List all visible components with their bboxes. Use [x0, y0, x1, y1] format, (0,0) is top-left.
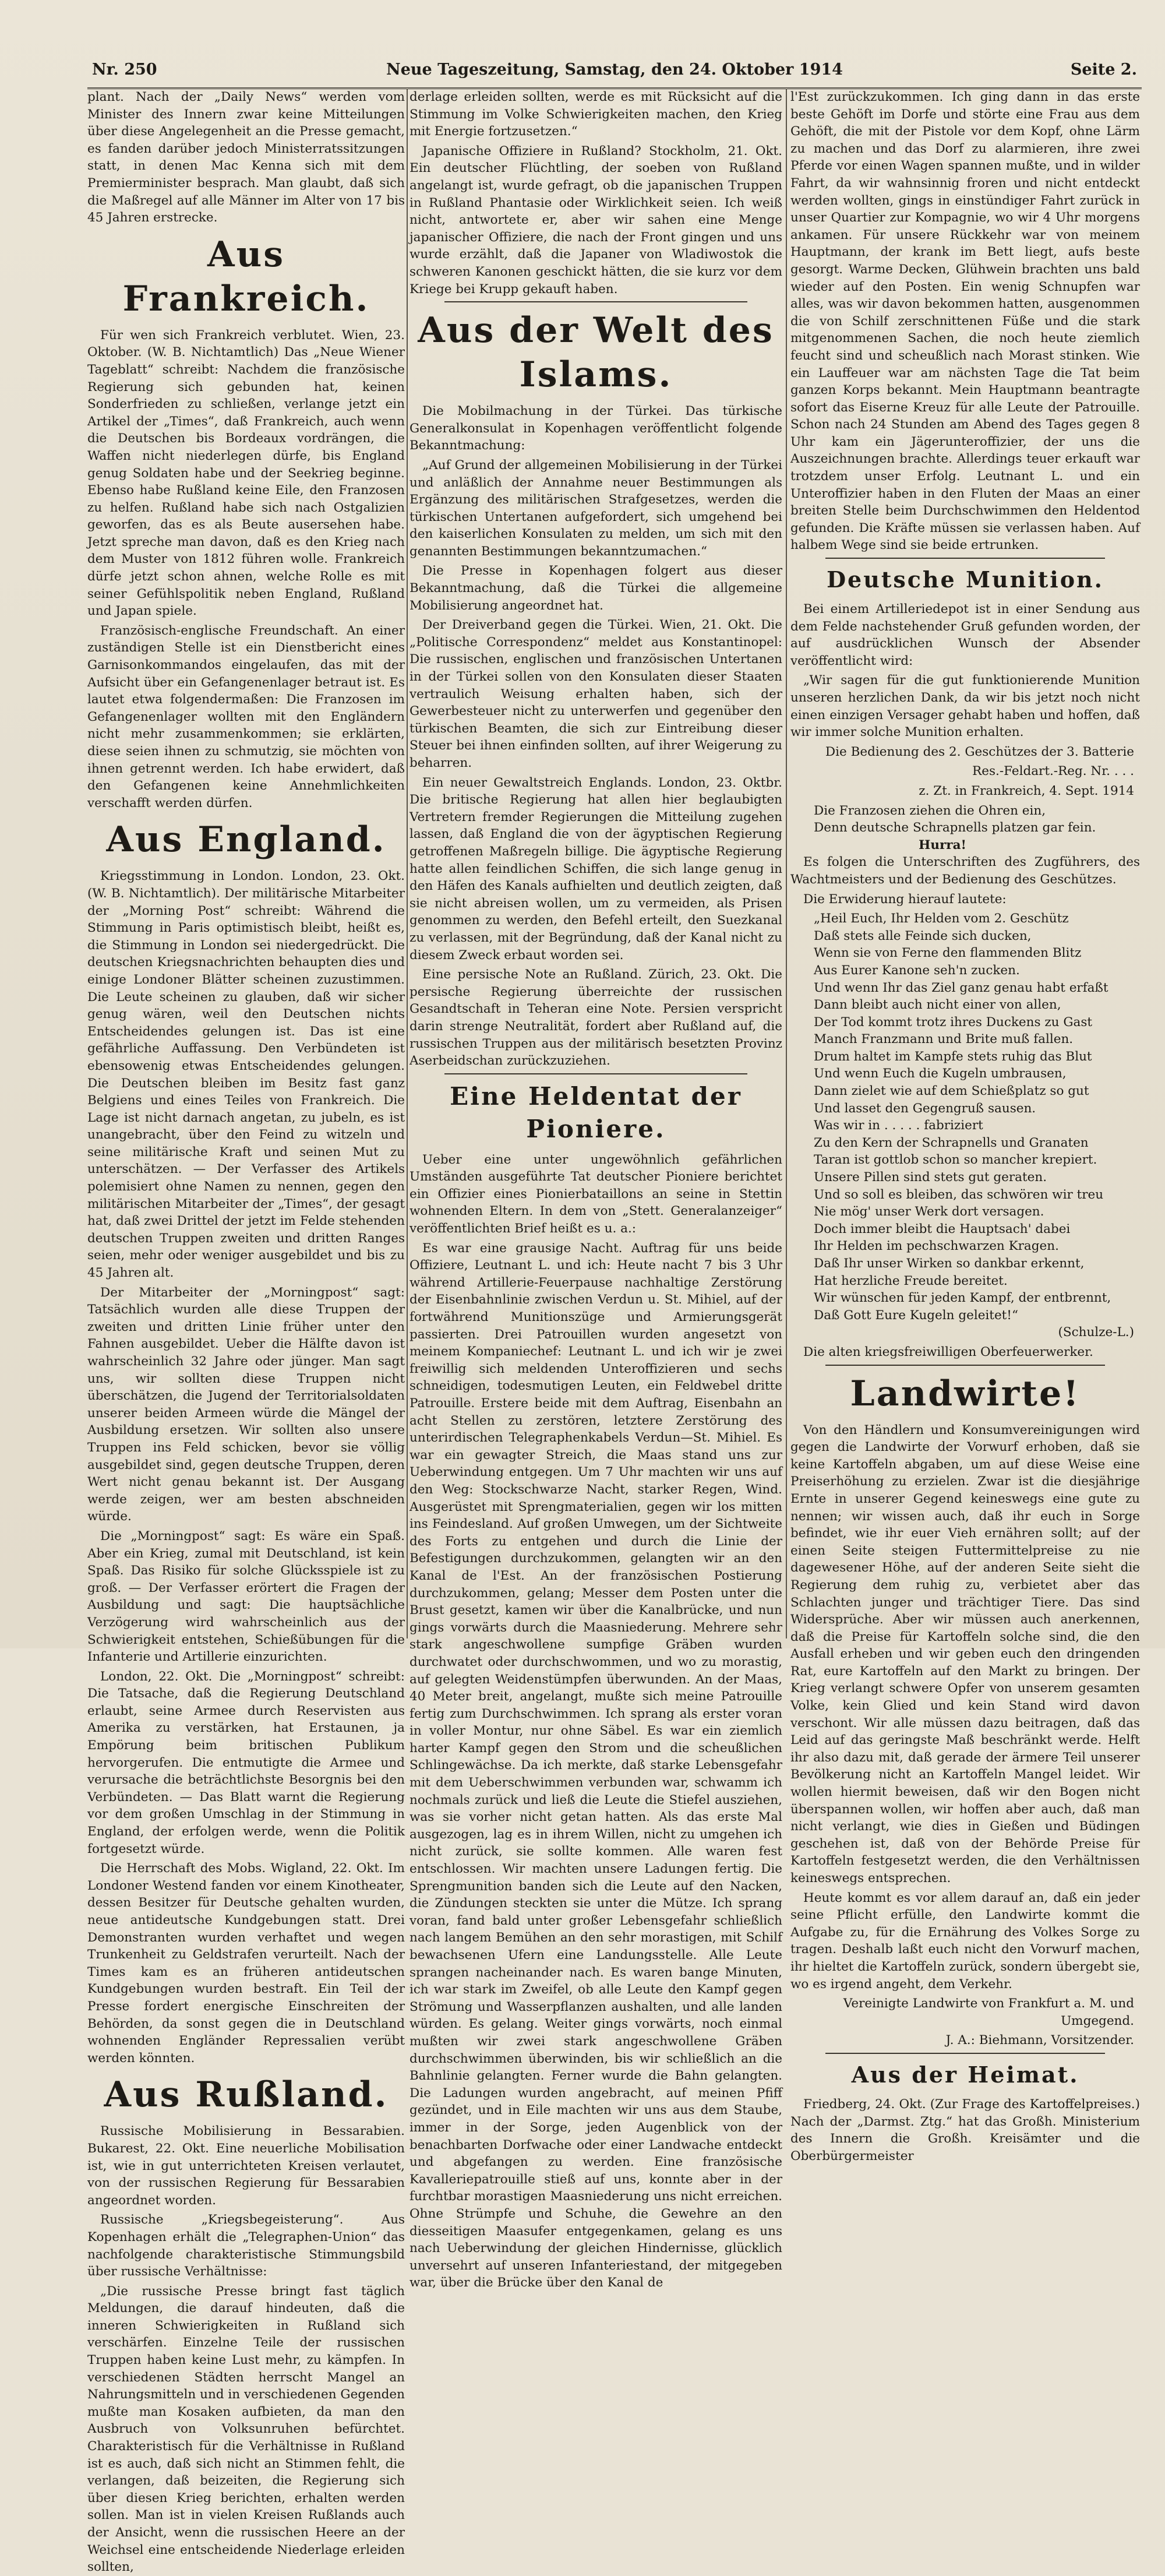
article-text: Russische „Kriegsbegeisterung“. Aus Kopenhagen erhält die „Telegraphen-Union“ das nachfolgende charakteristische Stimmungsbild über russische Verhältnisse:: [87, 2212, 405, 2279]
article-text: Die Erwiderung hierauf lautete:: [803, 891, 1007, 907]
column-2: [409, 89, 782, 2290]
issue-number: Nr. 250: [92, 61, 157, 79]
poem-line: Aus Eurer Kanone seh'n zucken.: [814, 963, 1020, 978]
section-heading-landwirte: Landwirte!: [850, 1373, 1081, 1414]
page-number: Seite 2.: [1070, 61, 1137, 79]
article-text: Die „Morningpost“ sagt: Es wäre ein Spaß. Aber ein Krieg, zumal mit Deutschland, ist kein Spaß. Das Risiko für solche Glücksspiele ist zu groß. — Der Verfasser erörtert die Fragen der Ausbildung und sagt: Die hauptsächliche Verzögerung wird wahrscheinlich aus der Schwierigkeit entstehen, Schießübungen für die Infanterie und Artillerie einzurichten.: [87, 1528, 405, 1665]
article-text: Kriegsstimmung in London. London, 23. Okt. (W. B. Nichtamtlich). Der militärische Mitarbeiter der „Morning Post“ schreibt: Während die Stimmung in Paris optimistisch bleibt, heißt es, die Stimmung in London sei niedergedrückt. Die deutschen Kriegsnachrichten behaupten dies und einige Londoner Blätter scheinen zuzustimmen. Die Leute scheinen zu glauben, daß wir sicher genug wären, weil den Deutschen nichts Entscheidendes gelungen ist. Das ist eine gefährliche Auffassung. Den Verbündeten ist ebensowenig etwas Entscheidendes gelungen. Die Deutschen bleiben im Besitz fast ganz Belgiens und eines Teiles von Frankreich. Die Lage ist nicht darnach angetan, zu jubeln, es ist unangebracht, über den Feind zu witzeln und seine militärische Kraft und seinen Mut zu unterschätzen. — Der Verfasser des Artikels polemisiert ohne Namen zu nennen, gegen den militärischen Mitarbeiter der „Times“, der gesagt hat, daß zwei Drittel der jetzt im Felde stehenden deutschen Truppen zweiten und dritten Ranges seien, mehr oder weniger ausgebildet und bis zu 45 Jahren alt.: [87, 869, 405, 1281]
article-text: „Wir sagen für die gut funktionierende Munition unseren herzlichen Dank, da wir bis jetzt noch nicht einen einzigen Versager gehabt haben und hoffen, daß wir immer solche Munition erhalten.: [790, 673, 1140, 740]
section-heading-heimat: Aus der Heimat.: [851, 2061, 1079, 2088]
poem-line: Der Tod kommt trotz ihres Duckens zu Gast: [814, 1014, 1093, 1030]
section-heading-england: Aus England.: [106, 819, 386, 861]
poem-line: Doch immer bleibt die Hauptsach' dabei: [814, 1221, 1071, 1236]
verse-line: Denn deutsche Schrapnells platzen gar fein.: [814, 820, 1096, 836]
article-text: Friedberg, 24. Okt. (Zur Frage des Kartoffelpreises.) Nach der „Darmst. Ztg.“ hat das Großh. Ministerium des Innern die Großh. Kreisämter und die Oberbürgermeister: [790, 2096, 1140, 2163]
signature-line: J. A.: Biehmann, Vorsitzender.: [945, 2033, 1134, 2048]
divider: [825, 2053, 1105, 2054]
article-text: l'Est zurückzukommen. Ich ging dann in das erste beste Gehöft im Dorfe und störte eine Frau aus dem Gehöft, die mit der Pistole vor dem Kopf, ohne Lärm zu machen und das Dorf zu alarmieren, ihre zwei Pferde vor einen Wagen spannen mußte, und in wilder Fahrt, da wir wahnsinnig froren und nicht entdeckt werden wollten, gings in einstündiger Fahrt zurück in unser Quartier zur Kompagnie, wo wir 4 Uhr morgens ankamen. Für unsere Rückkehr war von meinem Hauptmann, der krank im Bett liegt, aufs beste gesorgt. Warme Decken, Glühwein brachten uns bald wieder auf den Posten. Ein wenig Schnupfen war alles, was wir davon bekommen hatten, ausgenommen die von Schilf zerschnittenen Füße und die stark mitgenommenen Sachen, die noch heute ziemlich feucht sind und scheußlich nach Morast stinken. Wie ein Lauffeuer war am nächsten Tage die Tat beim ganzen Korps bekannt. Mein Hauptmann beantragte sofort das Eiserne Kreuz für alle Leute der Patrouille. Schon nach 24 Stunden am Abend des Tages gegen 8 Uhr kam ein Jägerunteroffizier, der uns die Auszeichnungen brachte. Allerdings teuer erkauft war trotzdem unser Erfolg. Leutnant L. und ein Unteroffizier haben in den Fluten der Maas an einer breiten Stelle beim Durchschwimmen den Heldentod gefunden. Die Kräfte müssen sie verlassen haben. Auf halbem Wege sind sie beide ertrunken.: [790, 90, 1140, 553]
poem-line: Hat herzliche Freude bereitet.: [814, 1273, 1008, 1288]
article-text: Eine persische Note an Rußland. Zürich, 23. Okt. Die persische Regierung überreichte der russischen Gesandtschaft in Teheran eine Note. Persien verspricht darin strenge Neutralität, fordert aber Rußland auf, die russischen Truppen aus der militärisch besetzten Provinz Aserbeidschan zurückzuziehen.: [409, 967, 782, 1069]
article-text: Die Herrschaft des Mobs. Wigland, 22. Okt. Im Londoner Westend fanden vor einem Kinotheater, dessen Besitzer für Deutsche gehalten wurden, neue antideutsche Kundgebungen statt. Drei Demonstranten wurden verhaftet und wegen Trunkenheit zu Geldstrafen verurteilt. Nach der Times kam es an früheren antideutschen Kundgebungen wurden bestraft. Ein Teil der Presse fordert energische Einschreiten der Behörden, da sonst gegen die in Deutschland wohnenden Engländer Repressalien verübt werden könnten.: [87, 1861, 405, 2066]
section-heading-frankreich: Aus Frankreich.: [122, 234, 370, 319]
section-heading-munition: Deutsche Munition.: [827, 566, 1104, 593]
poem-line: Wenn sie von Ferne den flammenden Blitz: [814, 946, 1082, 961]
verse-block: [790, 802, 1140, 854]
column-rule-1: [407, 89, 408, 1638]
section-heading-pioniere: Eine Heldentat der Pioniere.: [450, 1081, 742, 1143]
signature-line: z. Zt. in Frankreich, 4. Sept. 1914: [919, 783, 1134, 798]
article-text: London, 22. Okt. Die „Morningpost“ schreibt: Die Tatsache, daß die Regierung Deutschland erlaubt, seine Armee durch Reservisten aus Amerika zu verstärken, hat Erstaunen, ja Empörung beim britischen Publikum hervorgerufen. Die entmutigte die Armee und verursache die beträchtlichste Besorgnis bei den Verbündeten. — Das Blatt warnt die Regierung vor dem großen Umschlag in der Stimmung in England, der erfolgen werde, wenn die Politik fortgesetzt würde.: [87, 1669, 405, 1856]
article-text: Russische Mobilisierung in Bessarabien. Bukarest, 22. Okt. Eine neuerliche Mobilisation ist, wie in gut unterrichteten Kreisen verlautet, von der russischen Regierung für Bessarabien angeordnet worden.: [87, 2124, 405, 2208]
signature-line: Die Bedienung des 2. Geschützes der 3. Batterie: [825, 744, 1134, 759]
poem-line: „Heil Euch, Ihr Helden vom 2. Geschütz: [814, 911, 1069, 926]
verse-line: Die Franzosen ziehen die Ohren ein,: [814, 803, 1046, 818]
column-rule-2: [786, 89, 787, 1638]
article-text: Bei einem Artilleriedepot ist in einer Sendung aus dem Felde nachstehender Gruß gefunden worden, der auf ausdrücklichen Wunsch der Absender veröffentlicht wird:: [790, 602, 1140, 668]
poem-line: Und wenn Euch die Kugeln umbrausen,: [814, 1066, 1067, 1081]
article-text: Der Mitarbeiter der „Morningpost“ sagt: Tatsächlich wurden alle diese Truppen der zweiten und dritten Linie früher unter den Fahnen ausgebildet. Ueber die Hälfte davon ist wahrscheinlich 32 Jahre oder jünger. Man sagt uns, wir sollten diese Truppen nicht überschätzen, die Jugend der Territorialsoldaten unserer beiden Armeen würde die Mängel der Ausbildung ersetzen. Wir sollten also unsere Truppen ins Feld schicken, bevor sie völlig ausgebildet sind, gegen deutsche Truppen, deren Wert nicht genau bekannt ist. Der Ausgang werde zeigen, wer am besten abschneiden würde.: [87, 1285, 405, 1524]
article-text: Es war eine grausige Nacht. Auftrag für uns beide Offiziere, Leutnant L. und ich: Heute nacht 7 bis 3 Uhr während Artillerie-Feuerpause nachhaltige Zerstörung der Eisenbahnlinie zwischen Verdun u. St. Mihiel, auf der fortwährend Munitionszüge und Armierungsgerät passierten. Drei Patrouillen wurden angesetzt von meinem Kompaniechef: Leutnant L. und ich wir je zwei freiwillig sich meldenden Unteroffizieren und sechs schneidigen, todesmutigen Leuten, ein Feldwebel dritte Patrouille. Erstere beide mit dem Auftrag, Eisenbahn an acht Stellen zu zerstören, letztere Zerstörung des unterirdischen Telegraphenkabels Verdun—St. Mihiel. Es war ein gewagter Streich, die Maas stand uns zur Ueberwindung entgegen. Um 7 Uhr machten wir uns auf den Weg: Stockschwarze Nacht, starker Regen, Wind. Ausgerüstet mit Sprengmaterialien, gegen wir los mitten ins Feindesland. Auf großen Umwegen, um der Sichtweite des Forts zu entgehen und durch die Linie der Befestigungen durchzukommen, gelangten wir an den Kanal de l'Est. An der französischen Postierung durchzukommen, gelang; Messer dem Posten unter die Brust gesetzt, kamen wir über die Kanalbrücke, und nun gings vorwärts durch die Maasniederung. Mehrere sehr stark angeschwollene sumpfige Gräben wurden durchwatet oder durchschwommen, und wo zu morastig, auf gelegten Weidenstümpfen überwunden. An der Maas, 40 Meter breit, angelangt, mußte sich meine Patrouille fertig zum Durchschwimmen. Ich sprang als erster voran in voller Montur, nur ohne Säbel. Es war ein ziemlich harter Kampf gegen den Strom und die scheußlichen Schlingewächse. Da ich merkte, daß starke Lebensgefahr mit dem Ueberschwimmen verbunden war, schwamm ich nochmals zurück und ließ die Leute die Stiefel ausziehen, was sie vorher nicht getan hatten. Als das erste Mal ausgezogen, lag es in ihrem Willen, nicht zu umgehen ich nicht zurück, sie sollte kommen. Alle waren fest entschlossen. Wir machten unsere Ladungen fertig. Die Sprengmunition banden sich die Leute auf den Nacken, die Zündungen steckten sie unter die Mütze. Ich sprang voran, fand bald unter großer Lebensgefahr schließlich nach langem Bemühen an den sehr morastigen, mit Schilf bewachsenen Ufern eine Landungsstelle. Alle Leute sprangen nacheinander nach. Es waren bange Minuten, ich war stark im Zweifel, ob alle Leute den Kampf gegen Strömung und Wasserpflanzen aushalten, und alle landen würden. Es gelang. Weiter gings vorwärts, noch einmal mußten wir zwei stark angeschwollene Gräben durchschwimmen überwinden, bis wir schließlich an die Bahnlinie gelangten. Ferner wurde die Bahn gelangten. Die Ladungen wurden angebracht, auf meinen Pfiff gezündet, und in Eile machten wir uns aus dem Staube, immer in der Sorge, jeden Augenblick von der benachbarten Dorfwache oder einer Landwache entdeckt und abgefangen zu werden. Eine französische Kavalleriepatrouille stieß auf uns, konnte aber in der furchtbar morastigen Maasniederung uns nicht erreichen. Ohne Strümpfe und Schuhe, die Gewehre an den diesseitigen Maasufer entgegenkamen, gelang es uns nach Ueberwindung der gleichen Hindernisse, glücklich unversehrt auf unseren Infanteriestand, der mitgegeben war, über die Brücke über den Kanal de: [409, 1241, 782, 2290]
article-text: Ein neuer Gewaltstreich Englands. London, 23. Oktbr. Die britische Regierung hat allen hier beglaubigten Vertretern fremder Regierungen die Mitteilung zugehen lassen, daß England die von der ägyptischen Regierung getroffenen Maßregeln billige. Die ägyptische Regierung hatte allen feindlichen Schiffen, die sich lange genug in den Häfen des Kanals aufhielten und deutlich zeigten, daß sie nicht abreisen wollen, um zu vermeiden, als Prisen genommen zu werden, den Befehl erteilt, den Suezkanal zu verlassen, mit der Begründung, daß der Kanal nicht zu diesem Zweck erbaut worden sei.: [409, 775, 782, 963]
article-text: Die Presse in Kopenhagen folgert aus dieser Bekanntmachung, daß die Türkei die allgemeine Mobilisierung angeordnet hat.: [409, 563, 782, 613]
article-text: Die Mobilmachung in der Türkei. Das türkische Generalkonsulat in Kopenhagen veröffentlicht folgende Bekanntmachung:: [409, 404, 782, 453]
poem-line: Dann zielet wie auf dem Schießplatz so gut: [814, 1084, 1089, 1099]
poem-line: Und wenn Ihr das Ziel ganz genau habt erfaßt: [814, 980, 1108, 995]
poem-line: Ihr Helden im pechschwarzen Kragen.: [814, 1239, 1059, 1254]
article-text: derlage erleiden sollten, werde es mit Rücksicht auf die Stimmung im Volke Schwierigkeiten machen, den Krieg mit Energie fortzusetzen.“: [409, 90, 782, 139]
poem-line: Unsere Pillen sind stets gut geraten.: [814, 1170, 1047, 1185]
article-text: „Die russische Presse bringt fast täglich Meldungen, die darauf hindeuten, daß die inneren Schwierigkeiten in Rußland sich verschärfen. Einzelne Teile der russischen Truppen haben keine Lust mehr, zu kämpfen. In verschiedenen Städten herrscht Mangel an Nahrungsmitteln und in verschiedenen Gegenden mußte man Kosaken aufbieten, da man den Ausbruch von Volksunruhen befürchtet. Charakteristisch für die Verhältnisse in Rußland ist es auch, daß sich nicht an Stimmen fehlt, die verlangen, daß beizeiten, die Regierung sich über diesen Krieg berichten, erhalten werden sollen. Man ist in vielen Kreisen Rußlands auch der Ansicht, wenn die russischen Heere an der Weichsel eine entscheidende Niederlage erleiden sollten,: [87, 2283, 405, 2575]
article-text: Es folgen die Unterschriften des Zugführers, des Wachtmeisters und der Bedienung des Geschützes.: [790, 855, 1140, 887]
article-text: „Auf Grund der allgemeinen Mobilisierung in der Türkei und anläßlich der Annahme neuer Bestimmungen als Ergänzung des militärischen Strafgesetzes, werden die türkischen Untertanen aufgefordert, sich umgehend bei den kaiserlichen Konsulaten zu melden, um sich mit den genannten Bestimmungen bekanntzumachen.“: [409, 457, 782, 559]
poem-line: Daß Ihr unser Wirken so dankbar erkennt,: [814, 1256, 1085, 1271]
divider: [825, 1365, 1105, 1366]
article-text: Heute kommt es vor allem darauf an, daß ein jeder seine Pflicht erfülle, den Landwirte kommt die Aufgabe zu, für die Ernährung des Volkes Sorge zu tragen. Deshalb laßt euch nicht den Vorwurf machen, ihr hieltet die Kartoffeln zurück, sondern übergebt sie, wo es irgend angeht, dem Verkehr.: [790, 1890, 1140, 1992]
masthead: [87, 58, 1142, 89]
article-text: plant. Nach der „Daily News“ werden vom Minister des Innern zwar keine Mitteilungen über diese Angelegenheit an die Presse gemacht, es fanden darüber jedoch Ministerratssitzungen statt, in denen Mac Kenna sich mit dem Premierminister besprach. Man glaubt, daß sich die Maßregel auf alle Männer im Alter von 17 bis 45 Jahren erstrecke.: [87, 90, 405, 225]
divider: [444, 301, 747, 302]
column-1: [87, 89, 405, 2575]
section-heading-islam: Aus der Welt des Islams.: [418, 310, 774, 396]
column-3: [790, 89, 1140, 2163]
article-text: Von den Händlern und Konsumvereinigungen wird gegen die Landwirte der Vorwurf erhoben, daß sie keine Kartoffeln abgaben, um auf diese Weise eine Preiserhöhung zu erzielen. Zwar ist die diesjährige Ernte in unserer Gegend keineswegs eine gute zu nennen; wir wissen auch, daß ihr euch in Sorge befindet, wie ihr euer Vieh ernähren sollt; auf der einen Seite steigen Futtermittelpreise zu nie dagewesener Höhe, auf der anderen Seite sieht die Regierung dem ruhig zu, verbietet aber das Schlachten junger und trächtiger Tiere. Das sind Widersprüche. Aber wir müssen auch anerkennen, daß die Preise für Kartoffeln solche sind, die den Ausfall erheben und wir geben euch den dringenden Rat, eure Kartoffeln auf den Markt zu bringen. Der Krieg verlangt schwere Opfer von unserem gesamten Volke, kein Glied und kein Stand wird davon verschont. Wir alle müssen dazu beitragen, daß das Leid auf das geringste Maß beschränkt werde. Helft ihr also dazu mit, daß gerade der ärmere Teil unserer Bevölkerung nicht an Kartoffeln Mangel leidet. Wir wollen hiermit beweisen, daß wir den Bogen nicht überspannen wollen, wir hoffen aber auch, daß man nicht verlangt, wie dies in Gießen und Büdingen geschehen ist, daß von der Behörde Preise für Kartoffeln festgesetzt werden, die den Verhältnissen keineswegs entsprechen.: [790, 1422, 1140, 1886]
article-text: Der Dreiverband gegen die Türkei. Wien, 21. Okt. Die „Politische Correspondenz“ meldet aus Konstantinopel: Die russischen, englischen und französischen Untertanen in der Türkei sollen von den Konsulaten dieser Staaten vertraulich Weisung erhalten haben, sich der Gewerbesteuer nicht zu unterwerfen und gegenüber den türkischen Beamten, die sich zur Eintreibung dieser Steuer bei ihnen einfinden sollten, auf ihrer Weigerung zu beharren.: [409, 618, 782, 770]
section-heading-russland: Aus Rußland.: [104, 2074, 389, 2116]
poem-line: Dann bleibt auch nicht einer von allen,: [814, 998, 1061, 1013]
article-text: Japanische Offiziere in Rußland? Stockholm, 21. Okt. Ein deutscher Flüchtling, der soeben von Rußland angelangt ist, wurde gefragt, ob die japanischen Truppen in Rußland Phantasie oder Wirklichkeit seien. Ich weiß nicht, antwortete er, aber wir sahen eine Menge japanischer Offiziere, die nach der Front gingen und uns wurde erzählt, daß die Japaner von Wladiwostok die schweren Kanonen geschickt hätten, die sie kurz vor dem Kriege bei Krupp gekauft haben.: [409, 143, 782, 297]
divider: [825, 558, 1105, 559]
article-text: Französisch-englische Freundschaft. An einer zuständigen Stelle ist ein Dienstbericht eines Garnisonkommandos eingelaufen, das mit der Aufsicht über ein Gefangenenlager betraut ist. Es lautet etwa folgendermaßen: Die Franzosen im Gefangenenlager wollten mit den Engländern nicht mehr zusammenkommen; sie erklärten, diese seien ihnen zu schmutzig, sie möchten von ihnen getrennt werden. Ich habe erwidert, daß den Gefangenen keine Annehmlichkeiten verschafft werden dürfen.: [87, 623, 405, 810]
poem-line: Zu den Kern der Schrapnells und Granaten: [814, 1135, 1089, 1150]
divider: [444, 1073, 747, 1074]
poem-line: Und lasset den Gegengruß sausen.: [814, 1101, 1036, 1116]
article-text: Für wen sich Frankreich verblutet. Wien, 23. Oktober. (W. B. Nichtamtlich) Das „Neue Wiener Tageblatt“ schreibt: Nachdem die französische Regierung sich gebunden hat, keinen Sonderfrieden zu schließen, verlange jetzt ein Artikel der „Times“, daß Frankreich, auch wenn die Deutschen bis Bordeaux vordrängen, die Waffen nicht niederlegen dürfe, bis England genug Soldaten habe und der Seekrieg beginne. Ebenso habe Rußland keine Eile, den Franzosen zu helfen. Rußland habe sich nach Ostgalizien geworfen, das es als Beute ausersehen habe. Jetzt spreche man davon, daß es den Krieg nach dem Muster von 1812 führen wolle. Frankreich dürfe jetzt schon ahnen, welche Rolle es mit seiner Gefühlspolitik neben England, Rußland und Japan spiele.: [87, 327, 405, 619]
poem-line: Taran ist gottlob schon so mancher krepiert.: [814, 1153, 1097, 1168]
paper-title-date: Neue Tageszeitung, Samstag, den 24. Oktober 1914: [386, 61, 843, 79]
verse-line: Hurra!: [919, 837, 966, 852]
poem-line: Wir wünschen für jeden Kampf, der entbrennt,: [814, 1291, 1111, 1306]
poem-line: Daß Gott Eure Kugeln geleitet!“: [814, 1308, 1018, 1323]
signature-line: Res.-Feldart.-Reg. Nr. . . .: [972, 764, 1134, 779]
poem-author: (Schulze-L.): [1058, 1325, 1134, 1340]
poem-line: Und so soll es bleiben, das schwören wir treu: [814, 1187, 1104, 1202]
article-text: Die alten kriegsfreiwilligen Oberfeuerwerker.: [803, 1344, 1093, 1359]
poem-line: Was wir in . . . . . fabriziert: [814, 1118, 983, 1133]
poem-line: Drum haltet im Kampfe stets ruhig das Blut: [814, 1049, 1092, 1064]
poem-line: Nie mög' unser Werk dort versagen.: [814, 1204, 1044, 1220]
poem-line: Daß stets alle Feinde sich ducken,: [814, 928, 1032, 943]
article-text: Ueber eine unter ungewöhnlich gefährlichen Umständen ausgeführte Tat deutscher Pioniere berichtet ein Offizier eines Pionierbataillons an seine in Stettin wohnenden Eltern. In dem von „Stett. Generalanzeiger“ veröffentlichten Brief heißt es u. a.:: [409, 1152, 782, 1236]
signature-line: Vereinigte Landwirte von Frankfurt a. M. und Umgegend.: [843, 1996, 1134, 2028]
reply-poem: [790, 910, 1140, 1324]
poem-line: Manch Franzmann und Brite muß fallen.: [814, 1032, 1074, 1047]
